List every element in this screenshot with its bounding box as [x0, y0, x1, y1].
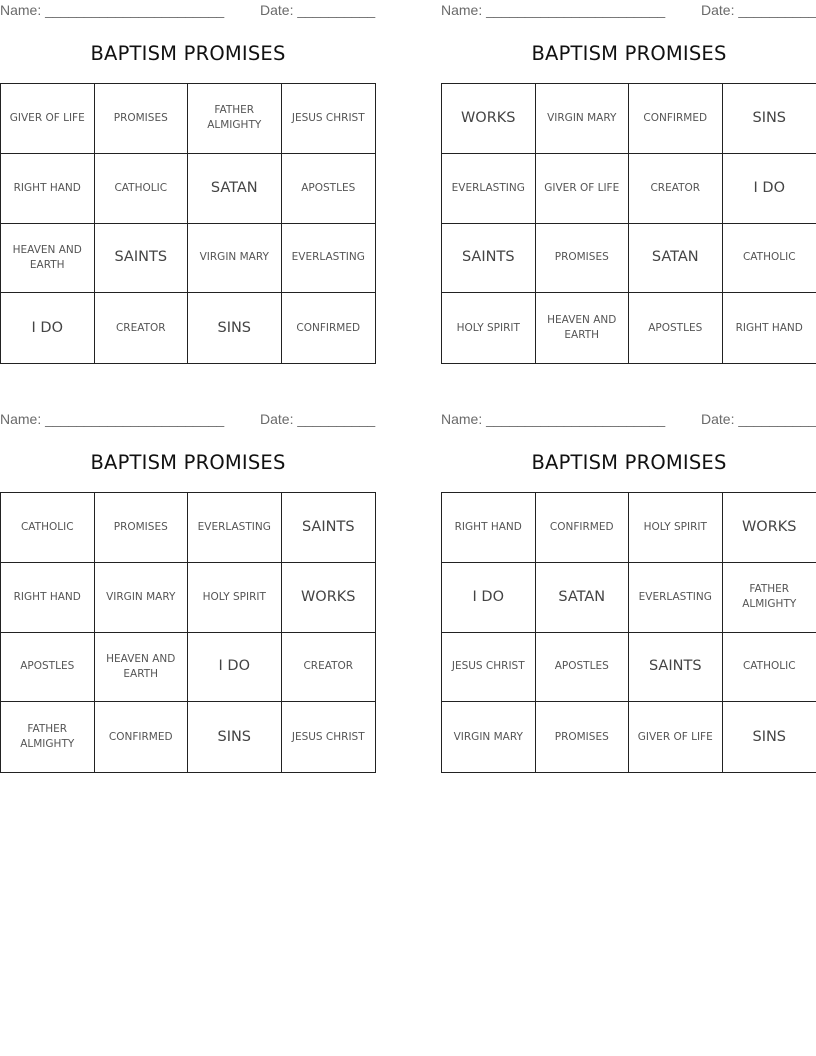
bingo-cell: APOSTLES: [629, 293, 723, 363]
bingo-cell: VIRGIN MARY: [188, 224, 282, 294]
bingo-cell: RIGHT HAND: [442, 493, 536, 563]
bingo-cell: SINS: [752, 728, 787, 745]
bingo-cell: SAINTS: [629, 633, 723, 703]
bingo-cell: RIGHT HAND: [1, 563, 95, 633]
bingo-cell: CONFIRMED: [296, 321, 361, 334]
bingo-cell: CATHOLIC: [723, 224, 816, 294]
bingo-cell: WORKS: [723, 493, 816, 563]
bingo-cell: CATHOLIC: [1, 493, 95, 563]
bingo-cell: GIVER OF LIFE: [629, 702, 723, 772]
bingo-cell: PROMISES: [95, 84, 189, 154]
name-field: Name: _______________________: [441, 411, 666, 427]
card-title: BAPTISM PROMISES: [90, 42, 286, 65]
bingo-cell: JESUS CHRIST: [291, 730, 365, 743]
bingo-cell: APOSTLES: [1, 633, 95, 703]
date-field: Date: __________: [260, 411, 376, 427]
card-header: [441, 409, 816, 431]
bingo-cell: CREATOR: [95, 293, 189, 363]
card-title: BAPTISM PROMISES: [531, 42, 727, 65]
bingo-cell: HOLY SPIRIT: [629, 493, 723, 563]
bingo-cell: EVERLASTING: [629, 563, 723, 633]
bingo-cell: EVERLASTING: [442, 154, 536, 224]
bingo-cell: FATHER ALMIGHTY: [1, 702, 95, 772]
bingo-cell: APOSTLES: [282, 154, 376, 224]
bingo-cell: I DO: [188, 633, 282, 703]
card-title: BAPTISM PROMISES: [531, 451, 727, 474]
bingo-card-1: [0, 0, 376, 372]
bingo-grid: [0, 83, 376, 364]
bingo-cell: CREATOR: [629, 154, 723, 224]
card-header: [0, 409, 376, 431]
date-field: Date: __________: [701, 411, 816, 427]
bingo-cell: CONFIRMED: [536, 493, 630, 563]
bingo-cell: GIVER OF LIFE: [536, 154, 630, 224]
bingo-grid: [441, 83, 816, 364]
bingo-cell: WORKS: [282, 563, 376, 633]
name-field: Name: _______________________: [441, 2, 666, 18]
bingo-cell: CONFIRMED: [629, 84, 723, 154]
bingo-cell: CONFIRMED: [95, 702, 189, 772]
bingo-cell: VIRGIN MARY: [95, 563, 189, 633]
bingo-cell: I DO: [442, 563, 536, 633]
name-field: Name: _______________________: [0, 411, 225, 427]
bingo-cell: WORKS: [442, 84, 536, 154]
bingo-cell: SATAN: [188, 154, 282, 224]
bingo-card-2: [441, 0, 816, 372]
bingo-cell: HOLY SPIRIT: [188, 563, 282, 633]
bingo-cell: FATHER ALMIGHTY: [188, 84, 282, 154]
bingo-cell: HEAVEN AND EARTH: [95, 633, 189, 703]
bingo-cell: VIRGIN MARY: [442, 702, 536, 772]
bingo-cell: SATAN: [629, 224, 723, 294]
bingo-cell: SAINTS: [95, 224, 189, 294]
bingo-cell: HEAVEN AND EARTH: [1, 224, 95, 294]
bingo-cell: PROMISES: [536, 224, 630, 294]
card-header: [441, 0, 816, 22]
bingo-cell: PROMISES: [536, 702, 630, 772]
bingo-cell: PROMISES: [95, 493, 189, 563]
bingo-cell: SAINTS: [442, 224, 536, 294]
bingo-card-3: [0, 409, 376, 781]
bingo-cell: GIVER OF LIFE: [1, 84, 95, 154]
bingo-cell: HOLY SPIRIT: [442, 293, 536, 363]
bingo-cell: CATHOLIC: [95, 154, 189, 224]
bingo-cell: RIGHT HAND: [1, 154, 95, 224]
bingo-cell: EVERLASTING: [188, 493, 282, 563]
bingo-card-4: [441, 409, 816, 781]
bingo-cell: SINS: [723, 84, 816, 154]
bingo-cell: HEAVEN AND EARTH: [536, 293, 630, 363]
bingo-cell: I DO: [723, 154, 816, 224]
bingo-cell: EVERLASTING: [282, 224, 376, 294]
date-field: Date: __________: [701, 2, 816, 18]
bingo-cell: JESUS CHRIST: [442, 633, 536, 703]
bingo-cell: RIGHT HAND: [735, 321, 803, 334]
bingo-cell: VIRGIN MARY: [536, 84, 630, 154]
date-field: Date: __________: [260, 2, 376, 18]
bingo-cell: SATAN: [536, 563, 630, 633]
bingo-cell: CREATOR: [282, 633, 376, 703]
bingo-grid: [0, 492, 376, 773]
bingo-grid: [441, 492, 816, 773]
name-field: Name: _______________________: [0, 2, 225, 18]
bingo-cell: JESUS CHRIST: [282, 84, 376, 154]
card-header: [0, 0, 376, 22]
bingo-cell: SINS: [188, 293, 282, 363]
bingo-cell: I DO: [1, 293, 95, 363]
bingo-cell: SINS: [188, 702, 282, 772]
bingo-cell: FATHER ALMIGHTY: [723, 563, 816, 633]
card-title: BAPTISM PROMISES: [90, 451, 286, 474]
bingo-cell: CATHOLIC: [723, 633, 816, 703]
bingo-cell: SAINTS: [282, 493, 376, 563]
bingo-cell: APOSTLES: [536, 633, 630, 703]
